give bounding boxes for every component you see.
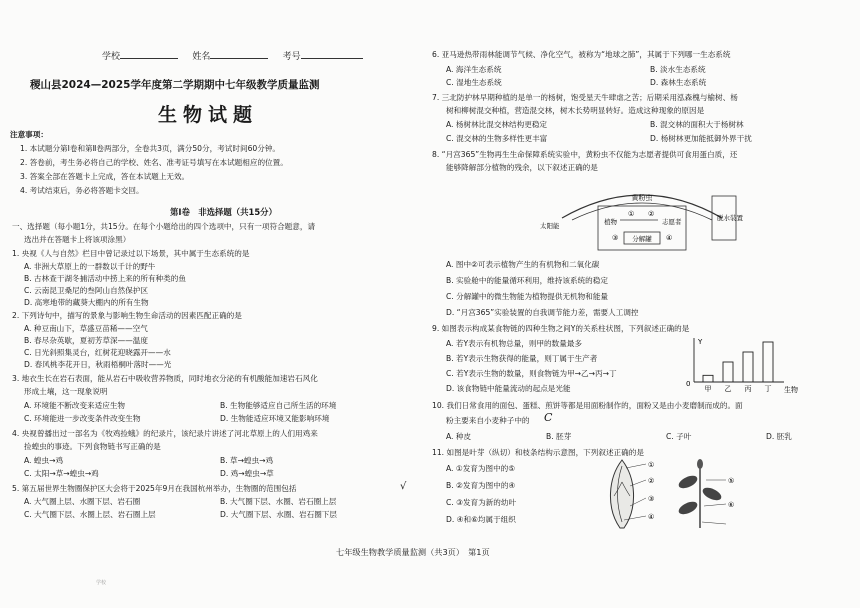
option[interactable]: D. 森林生态系统 [650, 78, 707, 87]
note-item: 4. 考试结束后，务必将答题卡交回。 [20, 186, 144, 195]
bars [703, 342, 773, 382]
leaf [677, 473, 699, 491]
handwritten-answer: C [544, 411, 553, 424]
volunteer-label: 志愿者 [662, 218, 682, 226]
option[interactable]: A. 大气圈上层、水圈下层、岩石圈 [24, 497, 141, 506]
option[interactable]: B. 淡水生态系统 [650, 65, 706, 74]
option[interactable]: A. 若Y表示有机物总量，则甲的数量最多 [446, 339, 583, 348]
decomposer-label: 分解罐 [632, 235, 652, 243]
tick-label: 丁 [764, 385, 772, 393]
question-stem: 10. 我们日常食用的面包、蛋糕、煎饼等都是用面粉制作的，面粉又是由小麦磨制而成的。面 [432, 401, 743, 410]
question-stem: 粉主要来自小麦种子中的 [446, 416, 530, 425]
option[interactable]: B. ②发育为图中的④ [446, 481, 516, 490]
option[interactable]: D. 大气圈下层、水圈、岩石圈下层 [220, 510, 337, 519]
leaf [701, 485, 723, 503]
name-label: 姓名 [192, 52, 211, 62]
q11-bud-branch-diagram [600, 456, 750, 532]
option[interactable]: D. “月宫365”实验装置的自我调节能力差，需要人工调控 [446, 308, 639, 317]
question-stem: 1. 央视《人与自然》栏目中曾记录过以下场景，其中属于生态系统的是 [12, 249, 250, 258]
option[interactable]: A. 种皮 [446, 432, 472, 441]
mealworm-label: 黄粉虫 [631, 194, 653, 202]
student-info-row [102, 50, 363, 62]
question-stem: 5. 第五届世界生物圈保护区大会将于2025年9月在我国杭州举办，生物圈的范围包括 [12, 484, 297, 493]
exam-title: 稷山县2024—2025学年度第二学期期中七年级教学质量监测 [30, 79, 320, 91]
leader-line [704, 504, 726, 506]
question-stem: 9. 如图表示构成某食物链的四种生物之间Y的关系柱状图，下列叙述正确的是 [432, 324, 690, 333]
option[interactable]: D. 该食物链中能量流动的起点是光能 [446, 384, 571, 393]
option[interactable]: A. 环境能不断改变来适应生物 [24, 401, 126, 410]
page-footer: 七年级生物教学质量监测（共3页） 第1页 [336, 547, 490, 557]
y-axis-label: Y [698, 338, 703, 346]
exam-no-field[interactable] [301, 50, 363, 59]
dehydrator-label: 脱水装置 [717, 214, 743, 222]
label-1: ① [648, 461, 655, 469]
part1-instruction: 一、选择题（每小题1分，共15分。在每个小题给出的四个选项中，只有一项符合题意，请 [12, 222, 316, 231]
leaf [677, 499, 699, 517]
tick-labels [705, 385, 772, 393]
label-6: ⑥ [728, 501, 735, 509]
option[interactable]: B. 若Y表示生物获得的能量，则丁属于生产者 [446, 354, 598, 363]
option[interactable]: A. 非洲大草原上的一群数以千计的野牛 [24, 262, 156, 271]
option[interactable]: C. 大气圈下层、水圈上层、岩石圈上层 [24, 510, 156, 519]
option[interactable]: C. 子叶 [666, 432, 692, 441]
exam-no-label: 考号 [282, 52, 301, 62]
option[interactable]: B. 古林查干湖冬捕活动中捞上来的所有种类的鱼 [24, 274, 186, 283]
note-item: 1. 本试题分第Ⅰ卷和第Ⅱ卷两部分，全卷共3页，满分50分，考试时间60分钟。 [20, 144, 281, 153]
question-stem: 11. 如图是叶芽（纵切）和枝条结构示意图，下列叙述正确的是 [432, 448, 644, 457]
question-stem: 3. 地衣生长在岩石表面，能从岩石中吸收营养物质，同时地衣分泌的有机酸能加速岩石风化 [12, 374, 318, 383]
question-stem: 8. “月宫365”生物再生生命保障系统实验中，黄粉虫不仅能为志愿者提供可食用蛋白质，还 [432, 150, 738, 159]
origin-label: 0 [686, 380, 691, 388]
option[interactable]: A. 海洋生态系统 [446, 65, 502, 74]
label-4: ④ [648, 513, 655, 521]
tick-label: 乙 [724, 385, 732, 393]
option[interactable]: C. 若Y表示生物的数量，则食物链为甲→乙→丙→丁 [446, 369, 617, 378]
school-label: 学校 [102, 52, 121, 62]
option[interactable]: D. 胚乳 [766, 432, 792, 441]
part1-heading: 第Ⅰ卷 非选择题（共15分） [170, 207, 277, 217]
bar-丁 [763, 342, 773, 382]
option[interactable]: A. 蝗虫→鸡 [24, 456, 64, 465]
option[interactable]: D. ④和⑥均属于组织 [446, 515, 516, 524]
arrow-num-4: ④ [666, 234, 673, 242]
note-item: 3. 答案全部在答题卡上完成，答在本试题上无效。 [20, 172, 190, 181]
option[interactable]: B. 混交林的面积大于杨树林 [650, 120, 744, 129]
option[interactable]: C. 日光斜照集灵台，红树花迎晓露开——水 [24, 348, 171, 357]
option[interactable]: D. 杨树林更加能抵御外界干扰 [650, 134, 752, 143]
option[interactable]: B. 大气圈下层、水圈、岩石圈上层 [220, 497, 337, 506]
option[interactable]: D. 春风桃李花开日，秋雨梧桐叶落时——光 [24, 360, 172, 369]
question-stem: 能够降解部分植物的残余，以下叙述正确的是 [446, 163, 598, 172]
arrow-num-2: ② [648, 210, 655, 218]
option[interactable]: B. 生物能够适应自己所生活的环境 [220, 401, 337, 410]
option[interactable]: C. 湿地生态系统 [446, 78, 502, 87]
option[interactable]: C. 云南昆卫桑尼的叁阿山自然保护区 [24, 286, 149, 295]
tick-label: 甲 [704, 385, 712, 393]
handwritten-mark: √ [400, 481, 407, 492]
leader-line [626, 464, 646, 468]
option[interactable]: B. 草→蝗虫→鸡 [220, 456, 274, 465]
option[interactable]: C. ③发育为新的幼叶 [446, 498, 517, 507]
option[interactable]: C. 分解罐中的微生物能为植物提供无机物和能量 [446, 292, 609, 301]
dome-inner [572, 203, 712, 220]
question-stem: 树和柳树混交种植，营造混交林，树木长势明显转好。造成这种现象的原因是 [446, 106, 705, 115]
bar-乙 [723, 362, 733, 382]
question-stem: 4. 央视曾播出过一部名为《牧鸡捡蛾》的纪录片，该纪录片讲述了河北草原上的人们用鸡来 [12, 429, 318, 438]
option[interactable]: A. 杨树林比混交林结构更稳定 [446, 120, 548, 129]
question-stem: 2. 下列诗句中，描写的景象与影响生物生命活动的因素匹配正确的是 [12, 311, 242, 320]
school-field[interactable] [120, 50, 178, 59]
part1-instruction: 选出并在答题卡上将该项涂黑） [24, 235, 131, 244]
sun-label: 太阳能 [540, 222, 560, 230]
question-stem: 6. 亚马逊热带雨林能调节气候、净化空气，被称为“地球之肺”，其属于下列哪一生态系统 [432, 50, 731, 59]
option[interactable]: C. 混交林的生物多样性更丰富 [446, 134, 548, 143]
corner-mark: 学校 [96, 580, 107, 586]
option[interactable]: C. 环境能进一步改变条件改变生物 [24, 414, 141, 423]
question-stem: 7. 三北防护林早期种植的是单一的杨树，饱受星天牛肆虐之苦；后期采用泓森槐与榆树、杨 [432, 93, 738, 102]
plant-label: 植物 [604, 218, 617, 226]
name-field[interactable] [210, 50, 268, 59]
option[interactable]: D. 生物能适应环境又能影响环境 [220, 414, 330, 423]
cabin-box [598, 206, 686, 250]
leader-line [702, 522, 726, 524]
question-stem: 形成土壤，这一现象说明 [24, 387, 108, 396]
leaf-bud-outline [610, 460, 633, 528]
q8-system-diagram [532, 178, 752, 258]
q9-bar-chart [680, 334, 810, 396]
option[interactable]: D. 鸡→蝗虫→草 [220, 469, 274, 478]
arrow-num-3: ③ [612, 234, 619, 242]
option[interactable]: C. 太阳→草→蝗虫→鸡 [24, 469, 99, 478]
option[interactable]: D. 高寒地带的藏葵大棚内的所有生物 [24, 298, 149, 307]
notes-heading: 注意事项： [10, 130, 48, 139]
label-5: ⑤ [728, 477, 735, 485]
option[interactable]: A. 种豆南山下，草盛豆苗稀——空气 [24, 324, 148, 333]
question-stem: 捡蝗虫的事迹。下列食物链书写正确的是 [24, 442, 161, 451]
option[interactable]: A. ①发育为图中的⑤ [446, 464, 516, 473]
option[interactable]: B. 春尽杂英歇，夏初芳草深——温度 [24, 336, 148, 345]
subject-title: 生物试题 [158, 104, 259, 126]
x-axis-title: 生物 [784, 386, 798, 394]
arrow-num-1: ① [628, 210, 635, 218]
bar-甲 [703, 375, 713, 382]
tick-label: 丙 [744, 385, 752, 393]
label-2: ② [648, 477, 655, 485]
terminal-bud [697, 459, 703, 469]
label-3: ③ [648, 495, 655, 503]
option[interactable]: B. 胚芽 [546, 432, 572, 441]
bar-丙 [743, 352, 753, 382]
option[interactable]: A. 图中②可表示植物产生的有机物和二氧化碳 [446, 260, 600, 269]
option[interactable]: B. 实验舱中的能量循环利用，维持该系统的稳定 [446, 276, 608, 285]
note-item: 2. 答卷前，考生务必将自己的学校、姓名、准考证号填写在本试题相应的位置。 [20, 158, 288, 167]
